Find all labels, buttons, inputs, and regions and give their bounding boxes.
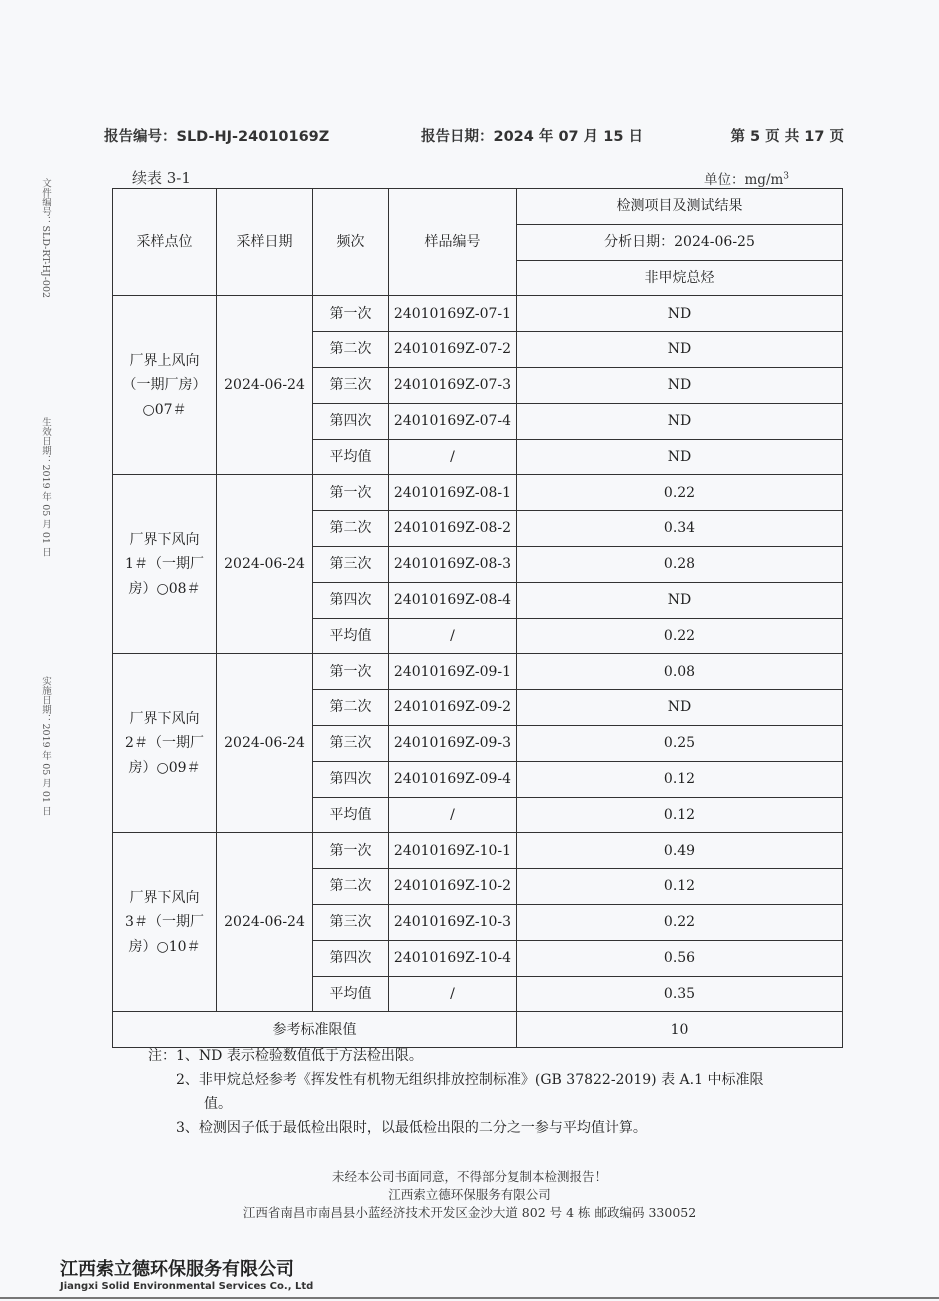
result-value-cell: ND xyxy=(517,403,843,439)
header-sample-no: 样品编号 xyxy=(389,189,517,296)
result-value-cell: 0.35 xyxy=(517,976,843,1012)
sample-number-cell: 24010169Z-07-2 xyxy=(389,332,517,368)
sample-number-cell: 24010169Z-09-4 xyxy=(389,761,517,797)
notes xyxy=(148,1044,838,1140)
limit-label: 参考标准限值 xyxy=(113,1012,517,1048)
sampling-date: 2024-06-24 xyxy=(217,654,313,833)
sample-number-cell: 24010169Z-07-4 xyxy=(389,403,517,439)
table-row xyxy=(113,475,843,511)
limit-value: 10 xyxy=(517,1012,843,1048)
sample-number-cell: 24010169Z-07-1 xyxy=(389,296,517,332)
note-3: 3、检测因子低于最低检出限时，以最低检出限的二分之一参与平均值计算。 xyxy=(176,1120,647,1136)
result-value-cell: 0.49 xyxy=(517,833,843,869)
page-indicator: 第 5 页 共 17 页 xyxy=(730,129,844,145)
sample-number-cell: / xyxy=(389,797,517,833)
result-value-cell: ND xyxy=(517,690,843,726)
location-line: 1＃（一期厂 xyxy=(125,556,204,573)
frequency-cell: 平均值 xyxy=(313,618,389,654)
brand-name-en: Jiangxi Solid Environmental Services Co., Ltd xyxy=(60,1281,314,1292)
sample-number-cell: 24010169Z-10-4 xyxy=(389,940,517,976)
frequency-cell: 第三次 xyxy=(313,367,389,403)
side-effective-date: 生效日期：2019 年 05 月 01 日 xyxy=(40,417,51,557)
table-title: 续表 3-1 xyxy=(132,169,191,187)
side-doc-number: 文件编号：SLD-RT-HJ-002 xyxy=(40,178,51,299)
sampling-date: 2024-06-24 xyxy=(217,475,313,654)
frequency-cell: 第三次 xyxy=(313,546,389,582)
result-value-cell: 0.28 xyxy=(517,546,843,582)
footer-company: 江西索立德环保服务有限公司 xyxy=(388,1187,551,1202)
location-line: 厂界上风向 xyxy=(129,352,200,369)
result-value-cell: ND xyxy=(517,582,843,618)
header-item: 非甲烷总烃 xyxy=(517,260,843,296)
results-table xyxy=(112,188,843,1048)
location-line: 厂界下风向 xyxy=(129,531,200,548)
frequency-cell: 第二次 xyxy=(313,869,389,905)
location-line: 3＃（一期厂 xyxy=(125,914,204,931)
sample-number-cell: 24010169Z-07-3 xyxy=(389,367,517,403)
frequency-cell: 第二次 xyxy=(313,332,389,368)
result-value-cell: ND xyxy=(517,296,843,332)
frequency-cell: 第四次 xyxy=(313,940,389,976)
result-value-cell: 0.56 xyxy=(517,940,843,976)
sample-number-cell: 24010169Z-08-1 xyxy=(389,475,517,511)
frequency-cell: 平均值 xyxy=(313,797,389,833)
result-value-cell: ND xyxy=(517,439,843,475)
location-line: 房）○08＃ xyxy=(128,580,201,597)
footer-address: 江西省南昌市南昌县小蓝经济技术开发区金沙大道 802 号 4 栋 邮政编码 330052 xyxy=(242,1205,697,1220)
sample-number-cell: 24010169Z-10-3 xyxy=(389,904,517,940)
report-date: 报告日期：2024 年 07 月 15 日 xyxy=(421,129,643,145)
sample-number-cell: 24010169Z-10-1 xyxy=(389,833,517,869)
header-group: 检测项目及测试结果 xyxy=(517,189,843,225)
location-line: 厂界下风向 xyxy=(129,710,200,727)
frequency-cell: 平均值 xyxy=(313,439,389,475)
result-value-cell: ND xyxy=(517,367,843,403)
sample-number-cell: / xyxy=(389,439,517,475)
location-line: 房）○09＃ xyxy=(128,759,201,776)
location-line: （一期厂房） xyxy=(122,377,207,394)
location-line: 厂界下风向 xyxy=(129,889,200,906)
sample-number-cell: 24010169Z-08-2 xyxy=(389,511,517,547)
table-row xyxy=(113,654,843,690)
result-value-cell: 0.08 xyxy=(517,654,843,690)
location-line: 2＃（一期厂 xyxy=(125,735,204,752)
brand-name-cn: 江西索立德环保服务有限公司 xyxy=(60,1259,294,1280)
report-header xyxy=(104,125,844,147)
note-2: 2、非甲烷总烃参考《挥发性有机物无组织排放控制标准》(GB 37822-2019) 表 A.1 中标准限 xyxy=(176,1072,764,1088)
header-analysis-date: 分析日期：2024-06-25 xyxy=(517,224,843,260)
result-value-cell: 0.12 xyxy=(517,869,843,905)
frequency-cell: 第四次 xyxy=(313,761,389,797)
sample-number-cell: 24010169Z-09-3 xyxy=(389,725,517,761)
frequency-cell: 第一次 xyxy=(313,475,389,511)
sample-number-cell: / xyxy=(389,618,517,654)
side-implement-date: 实施日期：2019 年 05 月 01 日 xyxy=(40,676,51,816)
frequency-cell: 第四次 xyxy=(313,403,389,439)
result-value-cell: 0.34 xyxy=(517,511,843,547)
limit-row xyxy=(113,1012,843,1048)
sample-number-cell: 24010169Z-08-4 xyxy=(389,582,517,618)
sampling-location xyxy=(113,833,217,1012)
frequency-cell: 第一次 xyxy=(313,654,389,690)
frequency-cell: 平均值 xyxy=(313,976,389,1012)
result-value-cell: 0.22 xyxy=(517,475,843,511)
unit-label: 单位：$mg/m^3$ xyxy=(704,171,790,188)
sample-number-cell: 24010169Z-08-3 xyxy=(389,546,517,582)
sampling-date: 2024-06-24 xyxy=(217,833,313,1012)
footer-copy-notice: 未经本公司书面同意，不得部分复制本检测报告！ xyxy=(331,1169,607,1184)
sampling-date: 2024-06-24 xyxy=(217,296,313,475)
sample-number-cell: / xyxy=(389,976,517,1012)
sampling-location xyxy=(113,654,217,833)
table-row xyxy=(113,833,843,869)
frequency-cell: 第四次 xyxy=(313,582,389,618)
result-value-cell: 0.12 xyxy=(517,761,843,797)
report-number: 报告编号：SLD-HJ-24010169Z xyxy=(104,129,330,145)
frequency-cell: 第三次 xyxy=(313,725,389,761)
header-frequency: 频次 xyxy=(313,189,389,296)
result-value-cell: 0.22 xyxy=(517,618,843,654)
sampling-location xyxy=(113,296,217,475)
result-value-cell: 0.22 xyxy=(517,904,843,940)
frequency-cell: 第二次 xyxy=(313,690,389,726)
frequency-cell: 第二次 xyxy=(313,511,389,547)
frequency-cell: 第三次 xyxy=(313,904,389,940)
result-value-cell: 0.12 xyxy=(517,797,843,833)
note-2-cont: 值。 xyxy=(204,1096,232,1112)
sample-number-cell: 24010169Z-09-1 xyxy=(389,654,517,690)
result-value-cell: 0.25 xyxy=(517,725,843,761)
header-date: 采样日期 xyxy=(217,189,313,296)
sample-number-cell: 24010169Z-10-2 xyxy=(389,869,517,905)
sampling-location xyxy=(113,475,217,654)
frequency-cell: 第一次 xyxy=(313,296,389,332)
footer xyxy=(0,1168,939,1222)
location-line: ○07＃ xyxy=(142,401,187,418)
result-value-cell: ND xyxy=(517,332,843,368)
header-location: 采样点位 xyxy=(113,189,217,296)
table-row xyxy=(113,296,843,332)
location-line: 房）○10＃ xyxy=(128,938,201,955)
bottom-divider xyxy=(0,1297,939,1299)
sample-number-cell: 24010169Z-09-2 xyxy=(389,690,517,726)
note-1: 注：1、ND 表示检验数值低于方法检出限。 xyxy=(148,1048,423,1064)
frequency-cell: 第一次 xyxy=(313,833,389,869)
